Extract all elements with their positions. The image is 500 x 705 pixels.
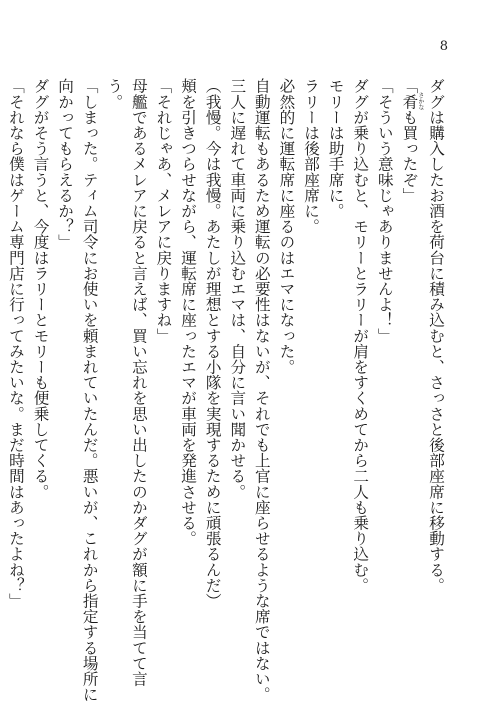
text-line-16: 向かってもらえるか？」 bbox=[56, 78, 75, 250]
page-number: 8 bbox=[439, 39, 448, 54]
text-line-17: ダグがそう言うと、今度はラリーとモリーも便乗してくる。 bbox=[31, 78, 50, 500]
text-line-18: 「それなら僕はゲーム専門店に行ってみたいな。まだ時間はあったよね？」 bbox=[6, 78, 25, 609]
text-line-1: ダグは購入したお酒を荷台に積み込むと、さっさと後部座席に移動する。 bbox=[427, 78, 445, 593]
text-line-12: 「それじゃあ、メレアに戻りますね」 bbox=[154, 78, 173, 344]
ruby-reading: さかな bbox=[416, 92, 424, 111]
text-line-11: 頬を引きつらせながら、運転席に座ったエマが車両を発進させる。 bbox=[179, 78, 198, 546]
text-line-4: ダグが乗り込むと、モリーとラリーが肩をすくめてから二人も乗り込む。 bbox=[351, 78, 370, 593]
ruby-line-open: 「 bbox=[400, 78, 419, 94]
text-line-2-ruby bbox=[397, 78, 424, 668]
text-line-6: ラリーは後部座席に。 bbox=[302, 78, 321, 234]
ruby-line-rest: も買ったぞ」 bbox=[400, 109, 419, 203]
text-line-10: （我慢。今は我慢。あたしが理想とする小隊を実現するために頑張るんだ） bbox=[203, 78, 222, 609]
ruby-word bbox=[400, 92, 424, 111]
text-line-9: 三人に遅れて車両に乗り込むエマは、自分に言い聞かせる。 bbox=[228, 78, 247, 500]
text-line-3: 「そういう意味じゃありませんよ！」 bbox=[375, 78, 394, 344]
text-line-13: 母艦であるメレアに戻ると言えば、買い忘れを思い出したのかダグが額に手を当てて言 bbox=[129, 78, 148, 687]
text-line-7: 必然的に運転席に座るのはエマになった。 bbox=[277, 78, 296, 375]
ruby-base: 肴 bbox=[400, 92, 419, 111]
text-line-5: モリーは助手席に。 bbox=[326, 78, 345, 219]
text-line-15: 「しまった。ティム司令にお使いを頼まれていたんだ。悪いが、これから指定する場所に bbox=[80, 78, 99, 702]
vertical-text-body bbox=[3, 78, 448, 702]
text-line-8: 自動運転もあるため運転の必要性はないが、それでも上官に座らせるような席ではない。 bbox=[252, 78, 271, 702]
text-line-14: う。 bbox=[105, 78, 124, 110]
